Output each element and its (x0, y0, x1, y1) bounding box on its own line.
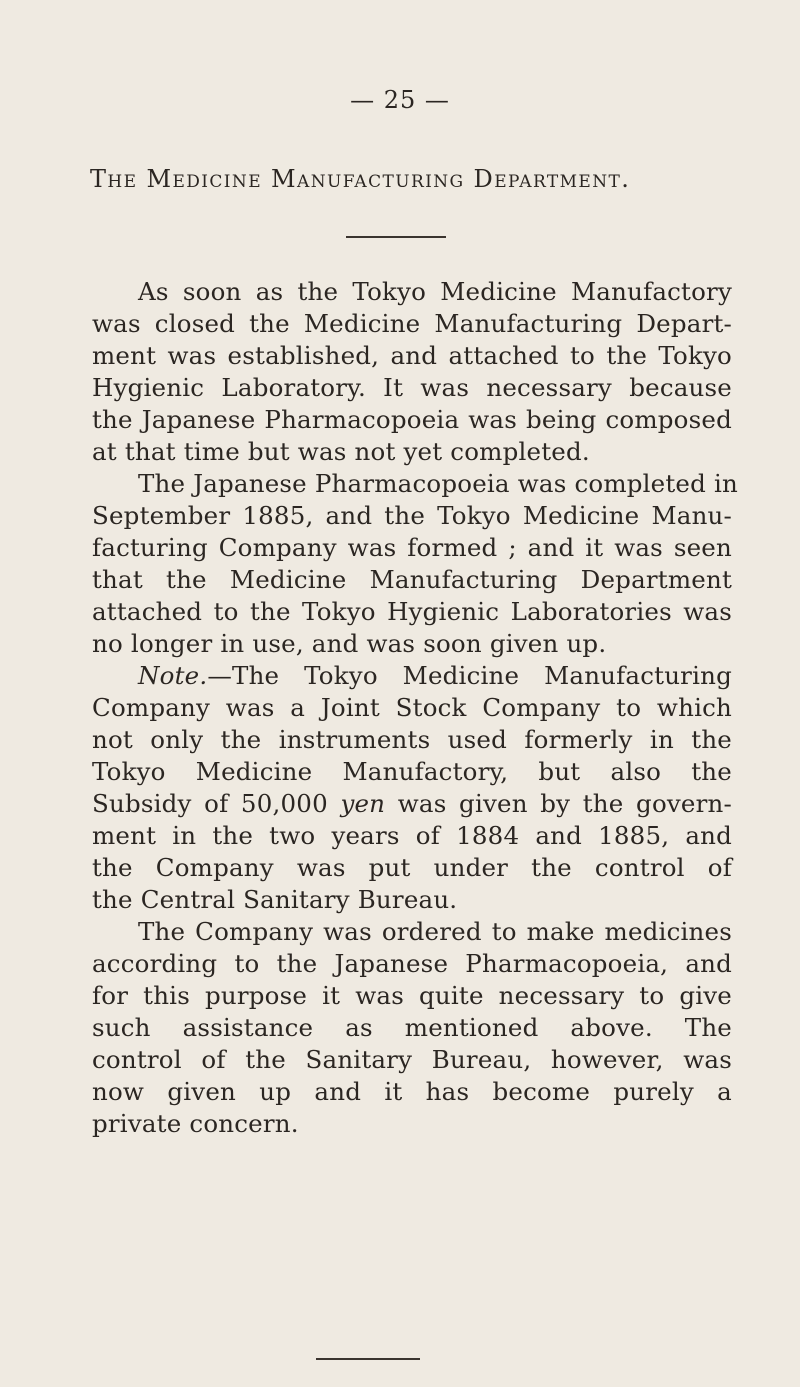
body-line: The Japanese Pharmacopoeia was completed in (138, 469, 739, 498)
body-line: Company was a Joint Stock Company to which (92, 693, 732, 722)
note-label: Note. (138, 661, 208, 690)
note-text: —The Tokyo Medicine Manufacturing (207, 661, 732, 690)
body-line: such assistance as mentioned above. The (92, 1013, 732, 1042)
body-line: the Company was put under the control of (92, 853, 732, 882)
body-line: private concern. (92, 1109, 299, 1138)
subsidy-text-end: was given by the govern- (385, 789, 733, 818)
body-line: As soon as the Tokyo Medicine Manufactory (138, 277, 732, 306)
yen-word: yen (340, 789, 386, 818)
body-line: ment in the two years of 1884 and 1885, and (92, 821, 732, 850)
end-divider (316, 1358, 420, 1360)
body-line: the Japanese Pharmacopoeia was being composed (92, 405, 732, 434)
body-line: Tokyo Medicine Manufactory, but also the (92, 757, 732, 786)
body-line: facturing Company was formed ; and it was seen (92, 533, 732, 562)
page-number: — 25 — (350, 86, 450, 114)
body-line: at that time but was not yet completed. (92, 437, 590, 466)
body-line: now given up and it has become purely a (92, 1077, 732, 1106)
body-line: ment was established, and attached to the Tokyo (92, 341, 732, 370)
note-line (138, 660, 732, 692)
body-line: attached to the Tokyo Hygienic Laboratories was (92, 597, 732, 626)
section-title: The Medicine Manufacturing Department. (90, 165, 631, 193)
body-line: according to the Japanese Pharmacopoeia, and (92, 949, 732, 978)
body-line: not only the instruments used formerly in the (92, 725, 732, 754)
title-divider (346, 236, 446, 238)
body-line: the Central Sanitary Bureau. (92, 885, 458, 914)
subsidy-text-start: Subsidy of 50,000 (92, 789, 341, 818)
body-line: was closed the Medicine Manufacturing Depart- (92, 309, 732, 338)
body-line: The Company was ordered to make medicines (138, 917, 732, 946)
subsidy-line (92, 788, 732, 820)
body-line: Hygienic Laboratory. It was necessary because (92, 373, 732, 402)
body-line: no longer in use, and was soon given up. (92, 629, 607, 658)
body-line: for this purpose it was quite necessary to give (92, 981, 732, 1010)
body-line: control of the Sanitary Bureau, however, was (92, 1045, 732, 1074)
body-line: that the Medicine Manufacturing Department (92, 565, 732, 594)
body-line: September 1885, and the Tokyo Medicine Manu- (92, 501, 732, 530)
